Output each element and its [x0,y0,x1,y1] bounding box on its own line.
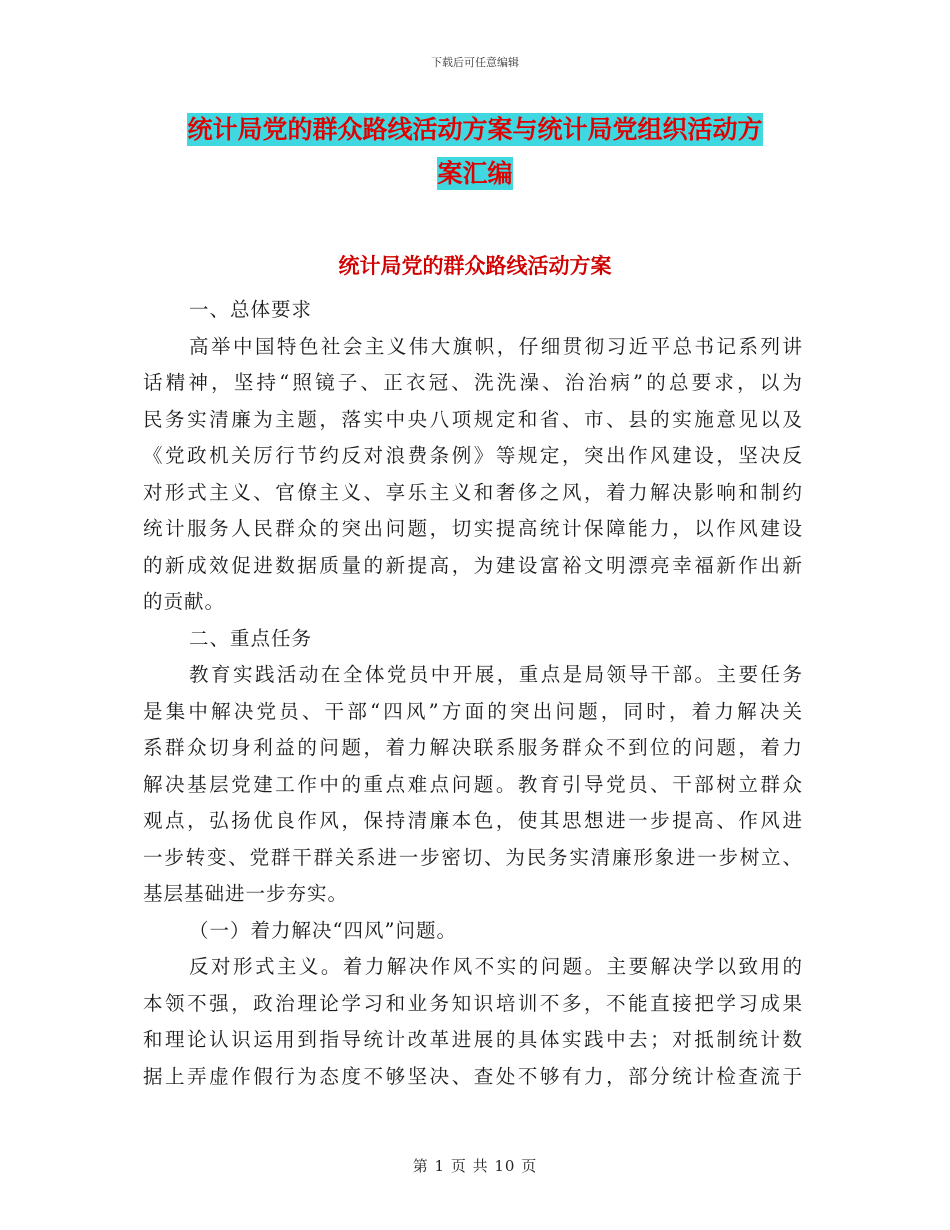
body-text [143,292,803,1095]
paragraph-line: 观点，弘扬优良作风，保持清廉本色，使其思想进一步提高、作风进 [143,809,803,832]
paragraph-line: 基层基础进一步夯实。 [143,882,349,905]
paragraph-line: 一步转变、党群干群关系进一步密切、为民务实清廉形象进一步树立、 [143,845,803,869]
page-number: 第 1 页 共 10 页 [412,1157,538,1175]
heading-general-requirements: 一、总体要求 [189,298,313,321]
paragraph-line: 对形式主义、官僚主义、享乐主义和奢侈之风，着力解决影响和制约 [143,480,803,504]
section-title: 统计局党的群众路线活动方案 [338,254,612,278]
paragraph-line: 反对形式主义。着力解决作风不实的问题。主要解决学以致用的 [189,955,803,978]
document-title [140,108,810,196]
heading-key-tasks: 二、重点任务 [189,626,313,650]
paragraph-line: 的新成效促进数据质量的新提高，为建设富裕文明漂亮幸福新作出新 [143,553,803,577]
paragraph-line: 话精神，坚持“照镜子、正衣冠、洗洗澡、治治病”的总要求，以为 [143,371,803,394]
title-line-1: 统计局党的群众路线活动方案与统计局党组织活动方 [187,115,763,144]
paragraph-line: 的贡献。 [143,590,226,613]
paragraph-line: 本领不强，政治理论学习和业务知识培训不多，不能直接把学习成果 [143,991,803,1015]
paragraph-line: 系群众切身利益的问题，着力解决联系服务群众不到位的问题，着力 [143,736,803,759]
paragraph-line: 据上弄虚作假行为态度不够坚决、查处不够有力，部分统计检查流于 [143,1064,803,1088]
paragraph-line: 高举中国特色社会主义伟大旗帜，仔细贯彻习近平总书记系列讲 [189,334,803,358]
heading-four-winds: （一）着力解决“四风”问题。 [189,918,457,942]
header-note: 下载后可任意编辑 [431,56,519,69]
paragraph-line: 解决基层党建工作中的重点难点问题。教育引导党员、干部树立群众 [143,772,803,796]
paragraph-line: 统计服务人民群众的突出问题，切实提高统计保障能力，以作风建设 [143,517,803,540]
title-line-2: 案汇编 [437,159,513,188]
paragraph-line: 是集中解决党员、干部“四风”方面的突出问题，同时，着力解决关 [143,699,803,723]
paragraph-line: 民务实清廉为主题，落实中央八项规定和省、市、县的实施意见以及 [143,407,803,431]
paragraph-line: 教育实践活动在全体党员中开展，重点是局领导干部。主要任务 [189,663,803,686]
paragraph-line: 和理论认识运用到指导统计改革进展的具体实践中去；对抵制统计数 [143,1028,803,1051]
paragraph-line: 《党政机关厉行节约反对浪费条例》等规定，突出作风建设，坚决反 [143,444,803,467]
